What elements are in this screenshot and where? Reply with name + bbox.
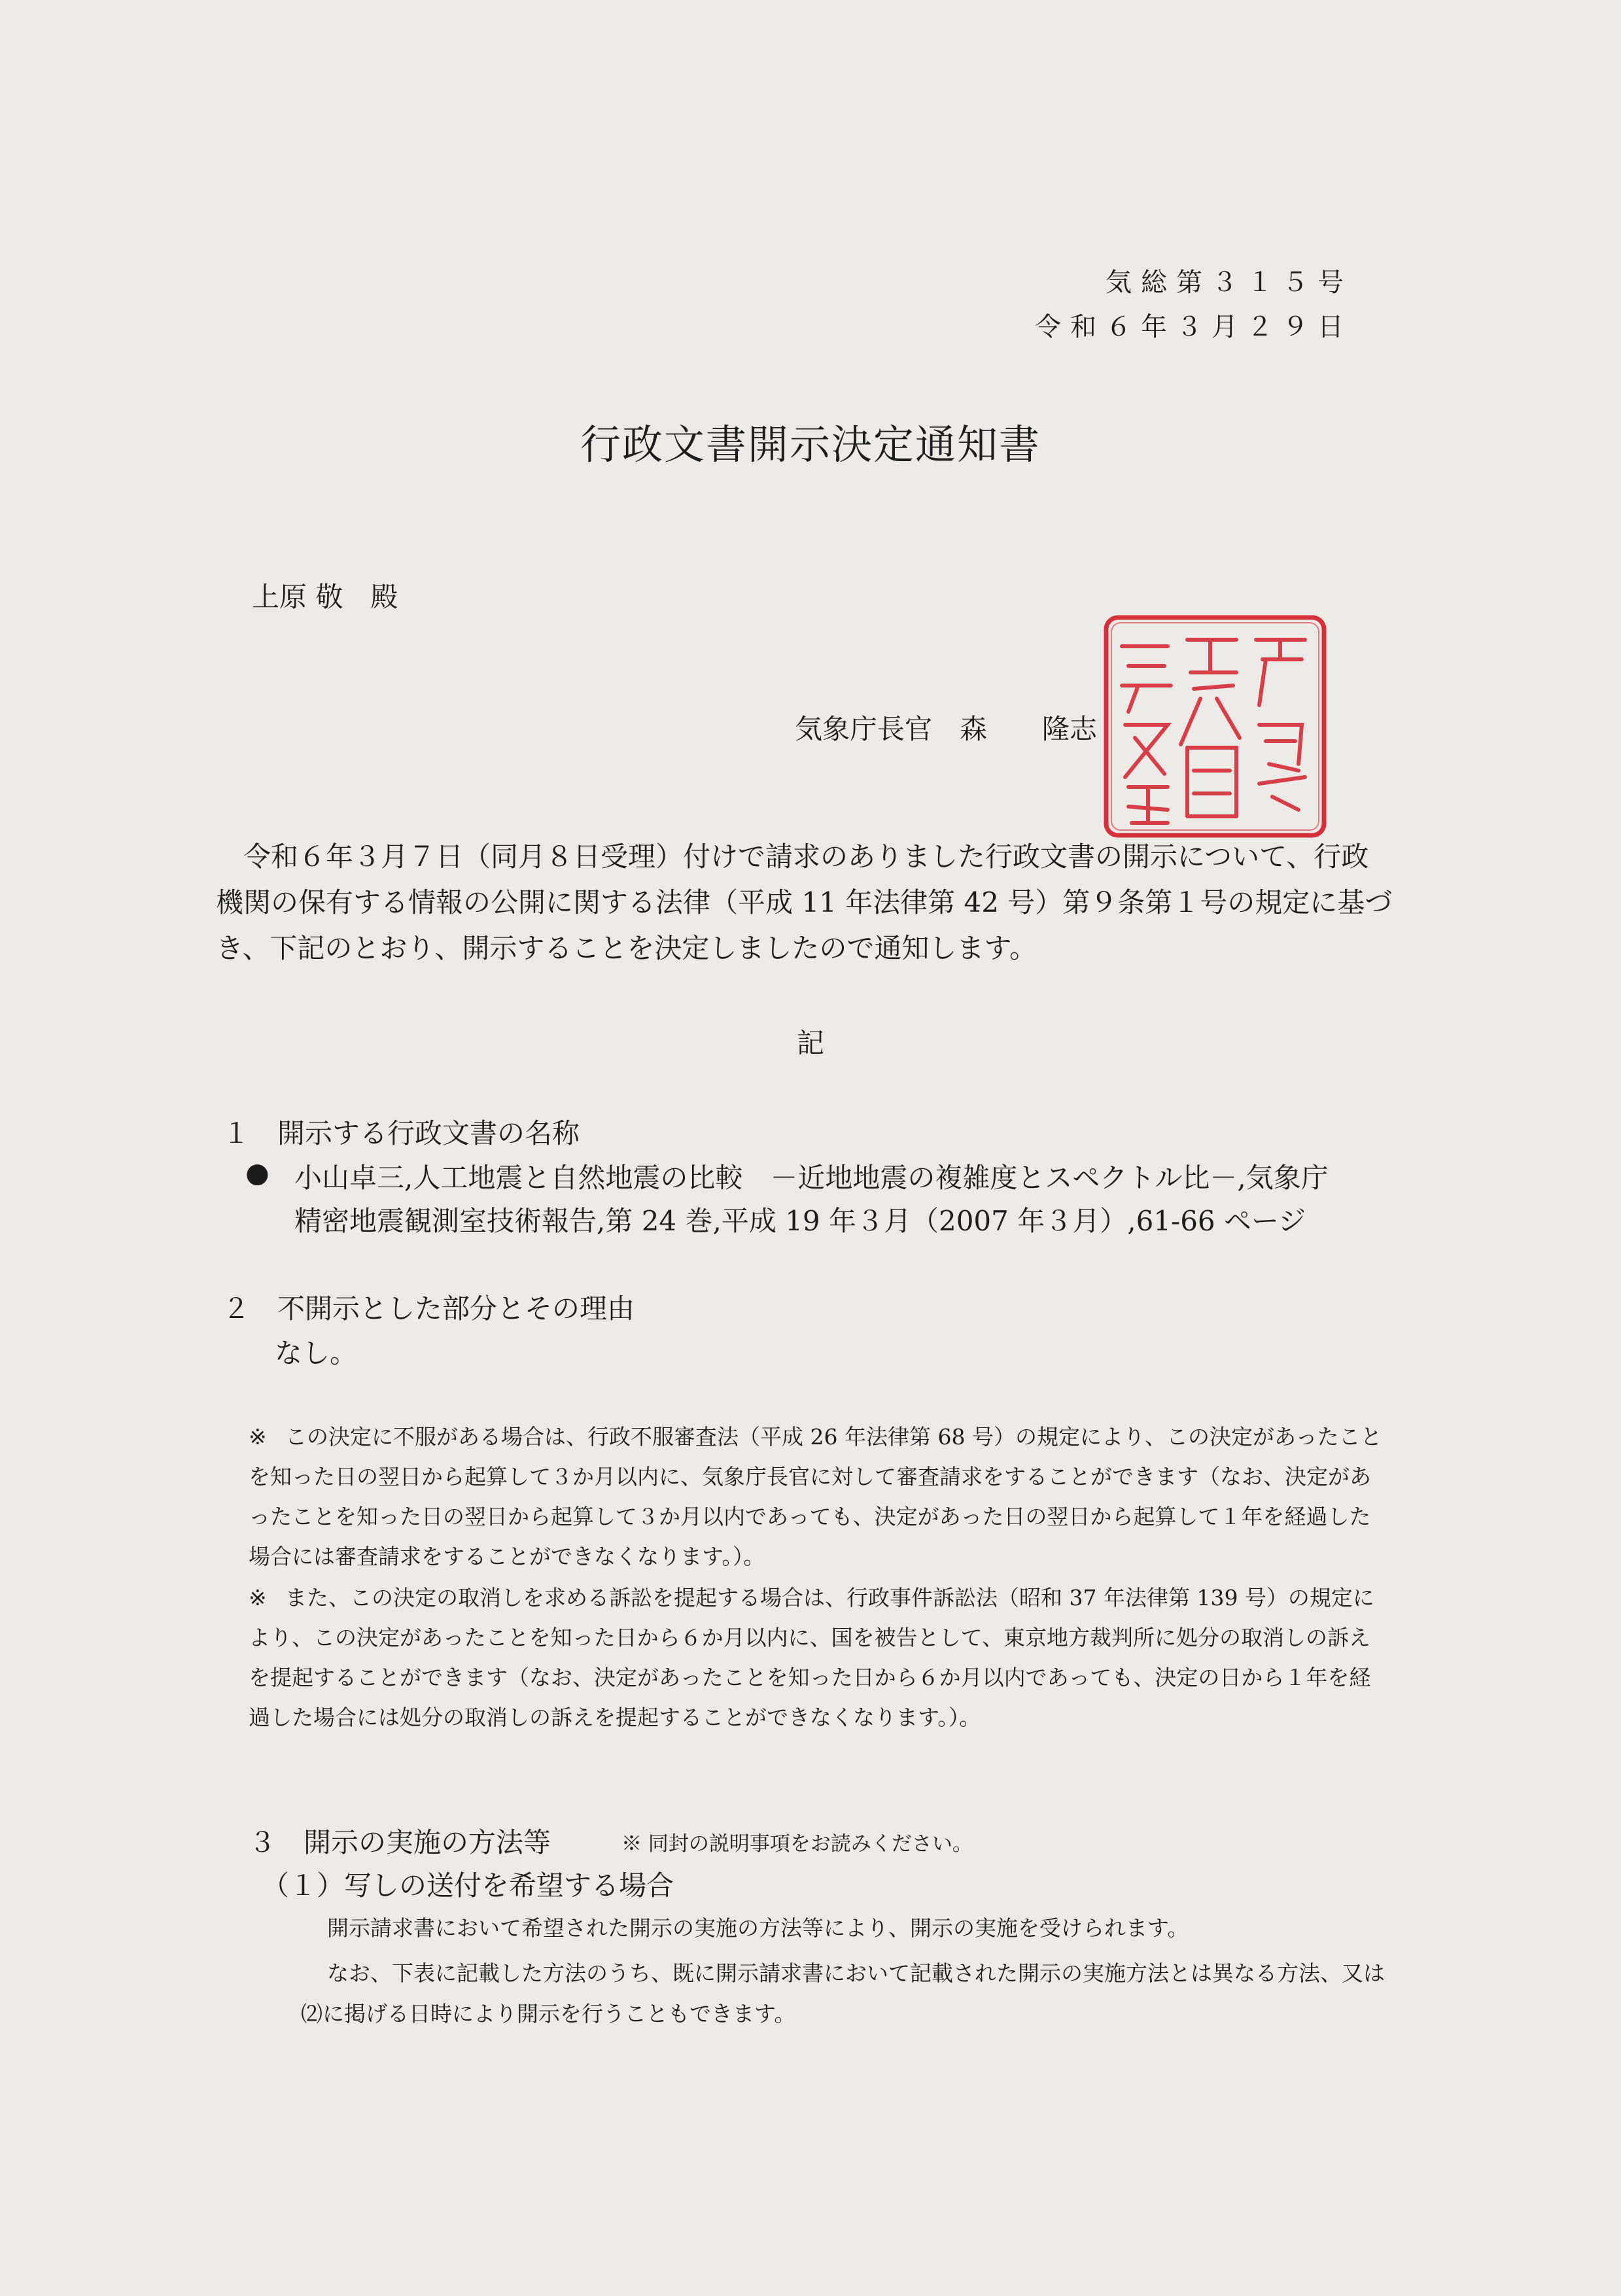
note-text: この決定に不服がある場合は、行政不服審査法（平成 26 年法律第 68 号）の規定により、この決定があったことを知った日の翌日から起算して３か月以内に、気象庁長官に対して審査請求をすることができます（なお、決定があったことを知った日の翌日から起算して３か月以内であっても、決定があった日の翌日から起算して１年を経過した場合には審査請求をすることができなくなります。）。 [249,1424,1382,1569]
note-mark: ※ [249,1424,267,1450]
section3-sub1-line1: 開示請求書において希望された開示の実施の方法等により、開示の実施を受けられます。 [327,1915,1189,1941]
bullet-dot: ● [245,1157,270,1189]
document-date: 令和６年３月２９日 [1035,312,1353,342]
official-seal-stamp [1102,614,1328,839]
section1-heading: １ 開示する行政文書の名称 [222,1117,580,1149]
section3-sub1-heading: （１）写しの送付を希望する場合 [262,1870,674,1902]
page-title: 行政文書開示決定通知書 [580,421,1041,468]
intro-paragraph: 令和６年３月７日（同月８日受理）付けで請求のありました行政文書の開示について、行政機関の保有する情報の公開に関する法律（平成 11 年法律第 42 号）第９条第１号の規定に基づき、下記のとおり、開示することを決定しましたので通知します。 [216,841,1393,964]
ki-heading: 記 [796,1027,824,1059]
section2-body: なし。 [275,1337,358,1369]
section1-item-line2: 精密地震観測室技術報告,第 24 巻,平成 19 年３月（2007 年３月）,61-66 ページ [294,1205,1306,1237]
section3-note: ※ 同封の説明事項をお読みください。 [621,1832,973,1856]
note-1 [249,1417,1387,1576]
note-mark: ※ [249,1585,267,1610]
section1-item-line1: 小山卓三,人工地震と自然地震の比較 －近地地震の複雑度とスペクトル比－,気象庁 [294,1162,1329,1194]
note-text: また、この決定の取消しを求める訴訟を提起する場合は、行政事件訴訟法（昭和 37 年法律第 139 号）の規定により、この決定があったことを知った日から６か月以内に、国を被告として、東京地方裁判所に処分の取消しの訴えを提起することができます（なお、決定があったことを知った日から６か月以内であっても、決定の日から１年を経過した場合には処分の取消しの訴えを提起することができなくなります。）。 [249,1585,1374,1730]
sender: 気象庁長官 森 隆志 [795,713,1098,745]
addressee: 上原 敬 殿 [252,581,398,613]
section2-heading: ２ 不開示とした部分とその理由 [222,1293,635,1325]
section3-heading: ３ 開示の実施の方法等 [249,1826,551,1858]
document-number: 気総第３１５号 [1106,268,1353,298]
note-2 [249,1578,1387,1737]
section3-sub1-line2: なお、下表に記載した方法のうち、既に開示請求書において記載された開示の実施方法とは異なる方法、又は⑵に掲げる日時により開示を行うこともできます。 [301,1960,1385,2026]
